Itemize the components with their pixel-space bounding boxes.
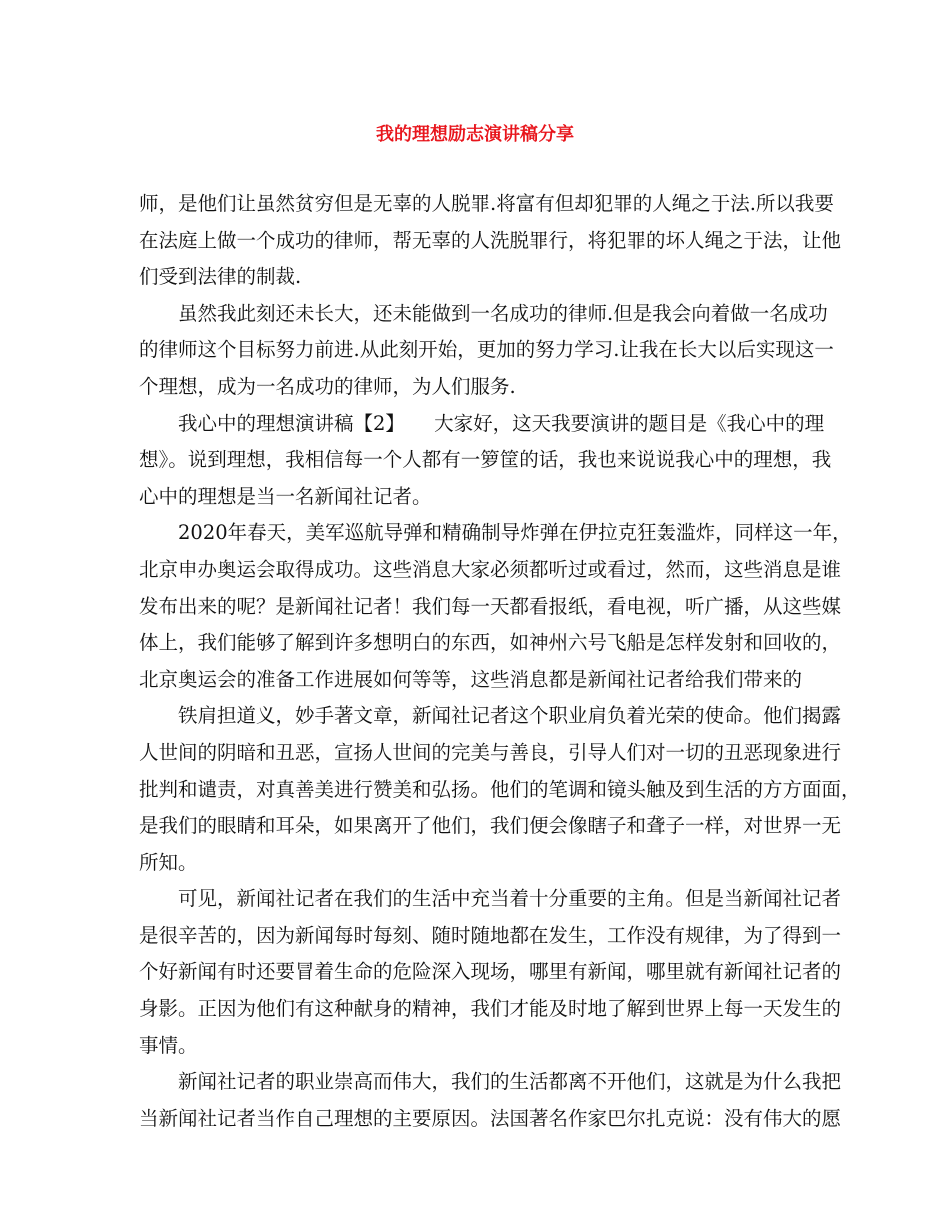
body-line: 事情。 <box>139 1033 198 1057</box>
body-line: 是我们的眼睛和耳朵，如果离开了他们，我们便会像瞎子和聋子一样，对世界一无 <box>139 814 842 838</box>
body-line: 的律师这个目标努力前进.从此刻开始，更加的努力学习.让我在长大以后实现这一 <box>139 338 834 362</box>
document-title: 我的理想励志演讲稿分享 <box>376 124 574 145</box>
body-line: 在法庭上做一个成功的律师，帮无辜的人洗脱罪行，将犯罪的坏人绳之于法，让他 <box>139 228 842 252</box>
body-line: 个好新闻有时还要冒着生命的危险深入现场，哪里有新闻，哪里就有新闻社记者的 <box>139 960 842 984</box>
body-line: 是很辛苦的，因为新闻每时每刻、随时随地都在发生，工作没有规律，为了得到一 <box>139 923 842 947</box>
body-line: 当新闻社记者当作自己理想的主要原因。法国著名作家巴尔扎克说：没有伟大的愿 <box>139 1106 842 1130</box>
body-line: 们受到法律的制裁. <box>139 265 302 289</box>
body-line: 新闻社记者的职业崇高而伟大，我们的生活都离不开他们，这就是为什么我把 <box>178 1070 842 1094</box>
body-line: 师，是他们让虽然贫穷但是无辜的人脱罪.将富有但却犯罪的人绳之于法.所以我要 <box>139 192 834 215</box>
body-line: 北京奥运会的准备工作进展如何等等，这些消息都是新闻社记者给我们带来的 <box>139 667 803 691</box>
body-line: 虽然我此刻还未长大，还未能做到一名成功的律师.但是我会向着做一名成功 <box>178 301 828 325</box>
body-line: 批判和谴责，对真善美进行赞美和弘扬。他们的笔调和镜头触及到生活的方方面面， <box>139 777 861 801</box>
body-line: 体上，我们能够了解到许多想明白的东西，如神州六号飞船是怎样发射和回收的， <box>139 631 842 655</box>
body-line: 我心中的理想演讲稿【2】 大家好，这天我要演讲的题目是《我心中的理 <box>178 411 825 435</box>
body-line: 铁肩担道义，妙手著文章，新闻社记者这个职业肩负着光荣的使命。他们揭露 <box>178 704 842 728</box>
body-line: 可见，新闻社记者在我们的生活中充当着十分重要的主角。但是当新闻社记者 <box>178 887 842 911</box>
body-line: 北京申办奥运会取得成功。这些消息大家必须都听过或看过，然而，这些消息是谁 <box>139 557 842 581</box>
body-line: 心中的理想是当一名新闻社记者。 <box>139 484 432 508</box>
document-body <box>139 186 861 1137</box>
body-line: 2020年春天，美军巡航导弹和精确制导炸弹在伊拉克狂轰滥炸，同样这一年， <box>178 521 852 545</box>
body-line: 个理想，成为一名成功的律师，为人们服务. <box>139 374 516 398</box>
body-line: 人世间的阴暗和丑恶，宣扬人世间的完美与善良，引导人们对一切的丑恶现象进行 <box>139 740 842 764</box>
body-line: 想》。说到理想，我相信每一个人都有一箩筐的话，我也来说说我心中的理想，我 <box>139 448 832 472</box>
body-line: 发布出来的呢？是新闻社记者！我们每一天都看报纸，看电视，听广播，从这些媒 <box>139 594 842 618</box>
body-line: 身影。正因为他们有这种献身的精神，我们才能及时地了解到世界上每一天发生的 <box>139 997 842 1021</box>
body-line: 所知。 <box>139 850 198 874</box>
